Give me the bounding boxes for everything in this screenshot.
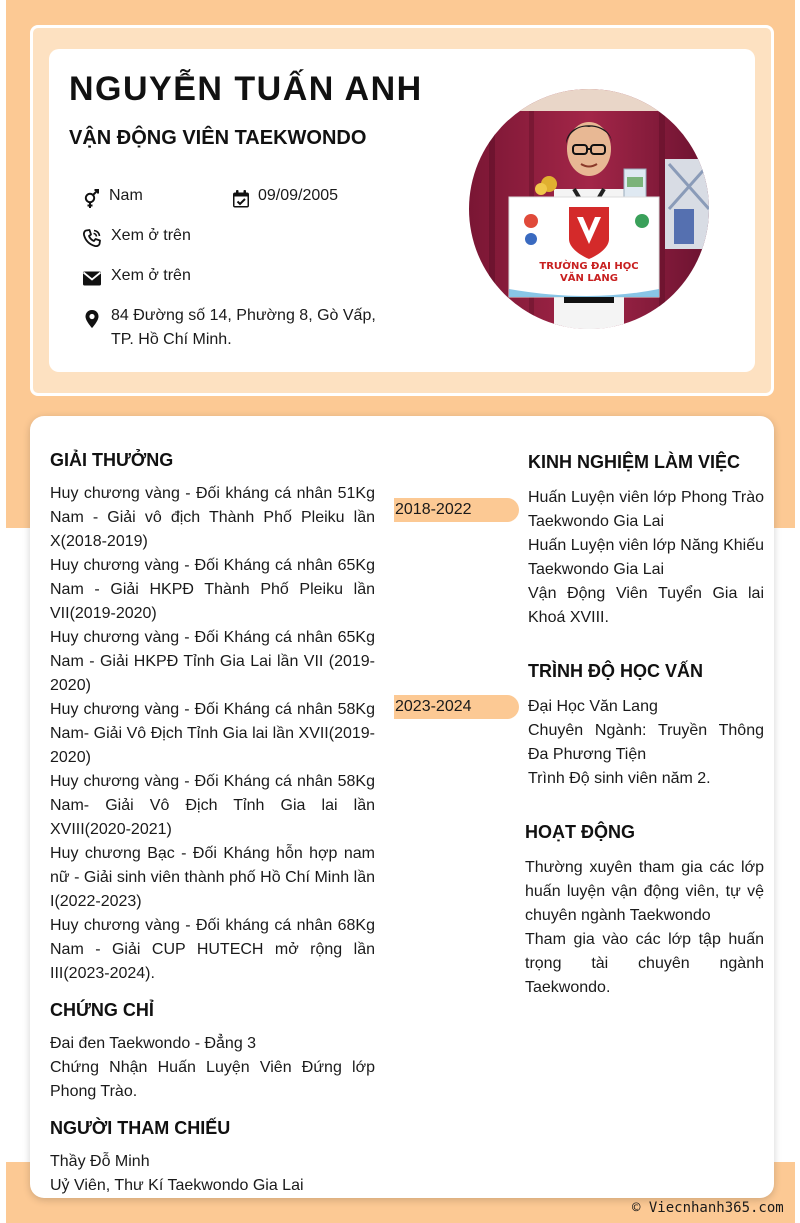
- education-heading: TRÌNH ĐỘ HỌC VẤN: [528, 661, 703, 681]
- certificates-list: [50, 1032, 375, 1104]
- experience-heading: KINH NGHIỆM LÀM VIỆC: [528, 452, 741, 472]
- email-value: Xem ở trên: [111, 267, 191, 284]
- education-item: Đại Học Văn Lang: [528, 698, 658, 715]
- address-line-1: 84 Đường số 14, Phường 8, Gò Vấp,: [111, 307, 376, 324]
- gender-value: Nam: [109, 187, 143, 204]
- education-item: Chuyên Ngành: Truyền Thông Đa Phương Tiện: [528, 722, 764, 763]
- activities-list: [525, 856, 764, 1000]
- award-item: Huy chương vàng - Đối Kháng cá nhân 65Kg Nam - Giải HKPĐ Thành Phố Pleiku lần VII(2019-2020): [50, 557, 375, 622]
- experience-item: Huấn Luyện viên lớp Năng Khiếu Taekwondo Gia Lai: [528, 537, 764, 578]
- banner-text-line2: VĂN LANG: [559, 273, 619, 284]
- experience-list: [528, 486, 764, 630]
- candidate-name: NGUYỄN TUẤN ANH: [69, 70, 423, 108]
- references-heading: NGƯỜI THAM CHIẾU: [50, 1118, 231, 1138]
- awards-list: [50, 482, 375, 986]
- candidate-title: VẬN ĐỘNG VIÊN TAEKWONDO: [69, 127, 367, 149]
- education-period-badge: 2023-2024: [394, 695, 519, 719]
- envelope-icon: [82, 268, 102, 288]
- education-item: Trình Độ sinh viên năm 2.: [528, 770, 711, 787]
- map-pin-icon: [82, 309, 102, 329]
- award-item: Huy chương Bạc - Đối Kháng hỗn hợp nam nữ - Giải sinh viên thành phố Hồ Chí Minh lần I(2022-2023): [50, 845, 375, 910]
- education-list: [528, 695, 764, 791]
- certificate-item: Đai đen Taekwondo - Đẳng 3: [50, 1035, 257, 1052]
- footer-credit[interactable]: © Viecnhanh365.com: [632, 1200, 784, 1216]
- awards-heading: GIẢI THƯỞNG: [50, 450, 174, 470]
- award-item: Huy chương vàng - Đối kháng cá nhân 68Kg Nam - Giải CUP HUTECH mở rộng lần III(2023-2024).: [50, 917, 375, 982]
- experience-item: Vận Động Viên Tuyển Gia lai Khoá XVIII.: [528, 585, 764, 626]
- profile-photo-illustration: [469, 89, 709, 329]
- gender-icon: [82, 189, 102, 209]
- address-value: [111, 304, 376, 352]
- activities-heading: HOẠT ĐỘNG: [525, 822, 635, 842]
- reference-item: Thầy Đỗ Minh: [50, 1153, 150, 1170]
- award-item: Huy chương vàng - Đối Kháng cá nhân 58Kg Nam- Giải Vô Địch Tỉnh Gia lai lần XVIII(2020-2021): [50, 773, 375, 838]
- activity-item: Thường xuyên tham gia các lớp huấn luyện vận động viên, tự vệ chuyên ngành Taekwondo: [525, 859, 764, 924]
- activity-item: Tham gia vào các lớp tập huấn trọng tài chuyên ngành Taekwondo.: [525, 931, 764, 996]
- banner-text-line1: TRƯỜNG ĐẠI HỌC: [539, 261, 639, 272]
- experience-period-badge: 2018-2022: [394, 498, 519, 522]
- birthdate-value: 09/09/2005: [258, 187, 339, 204]
- address-line-2: TP. Hồ Chí Minh.: [111, 331, 232, 348]
- phone-icon: [82, 228, 102, 248]
- award-item: Huy chương vàng - Đối Kháng cá nhân 65Kg Nam - Giải HKPĐ Tỉnh Gia Lai lần VII (2019-2020): [50, 629, 375, 694]
- award-item: Huy chương vàng - Đối Kháng cá nhân 58Kg Nam- Giải Vô Địch Tỉnh Gia lai lần XVII(2019-2020): [50, 701, 375, 766]
- certificates-heading: CHỨNG CHỈ: [50, 1000, 154, 1020]
- references-list: [50, 1150, 375, 1198]
- certificate-item: Chứng Nhận Huấn Luyện Viên Đứng lớp Phong Trào.: [50, 1059, 375, 1100]
- phone-value: Xem ở trên: [111, 227, 191, 244]
- profile-photo: [469, 89, 709, 329]
- reference-item: Uỷ Viên, Thư Kí Taekwondo Gia Lai: [50, 1177, 304, 1194]
- experience-item: Huấn Luyện viên lớp Phong Trào Taekwondo Gia Lai: [528, 489, 764, 530]
- calendar-icon: [231, 189, 251, 209]
- award-item: Huy chương vàng - Đối kháng cá nhân 51Kg Nam - Giải vô địch Thành Phố Pleiku lần X(2018-2019): [50, 485, 375, 550]
